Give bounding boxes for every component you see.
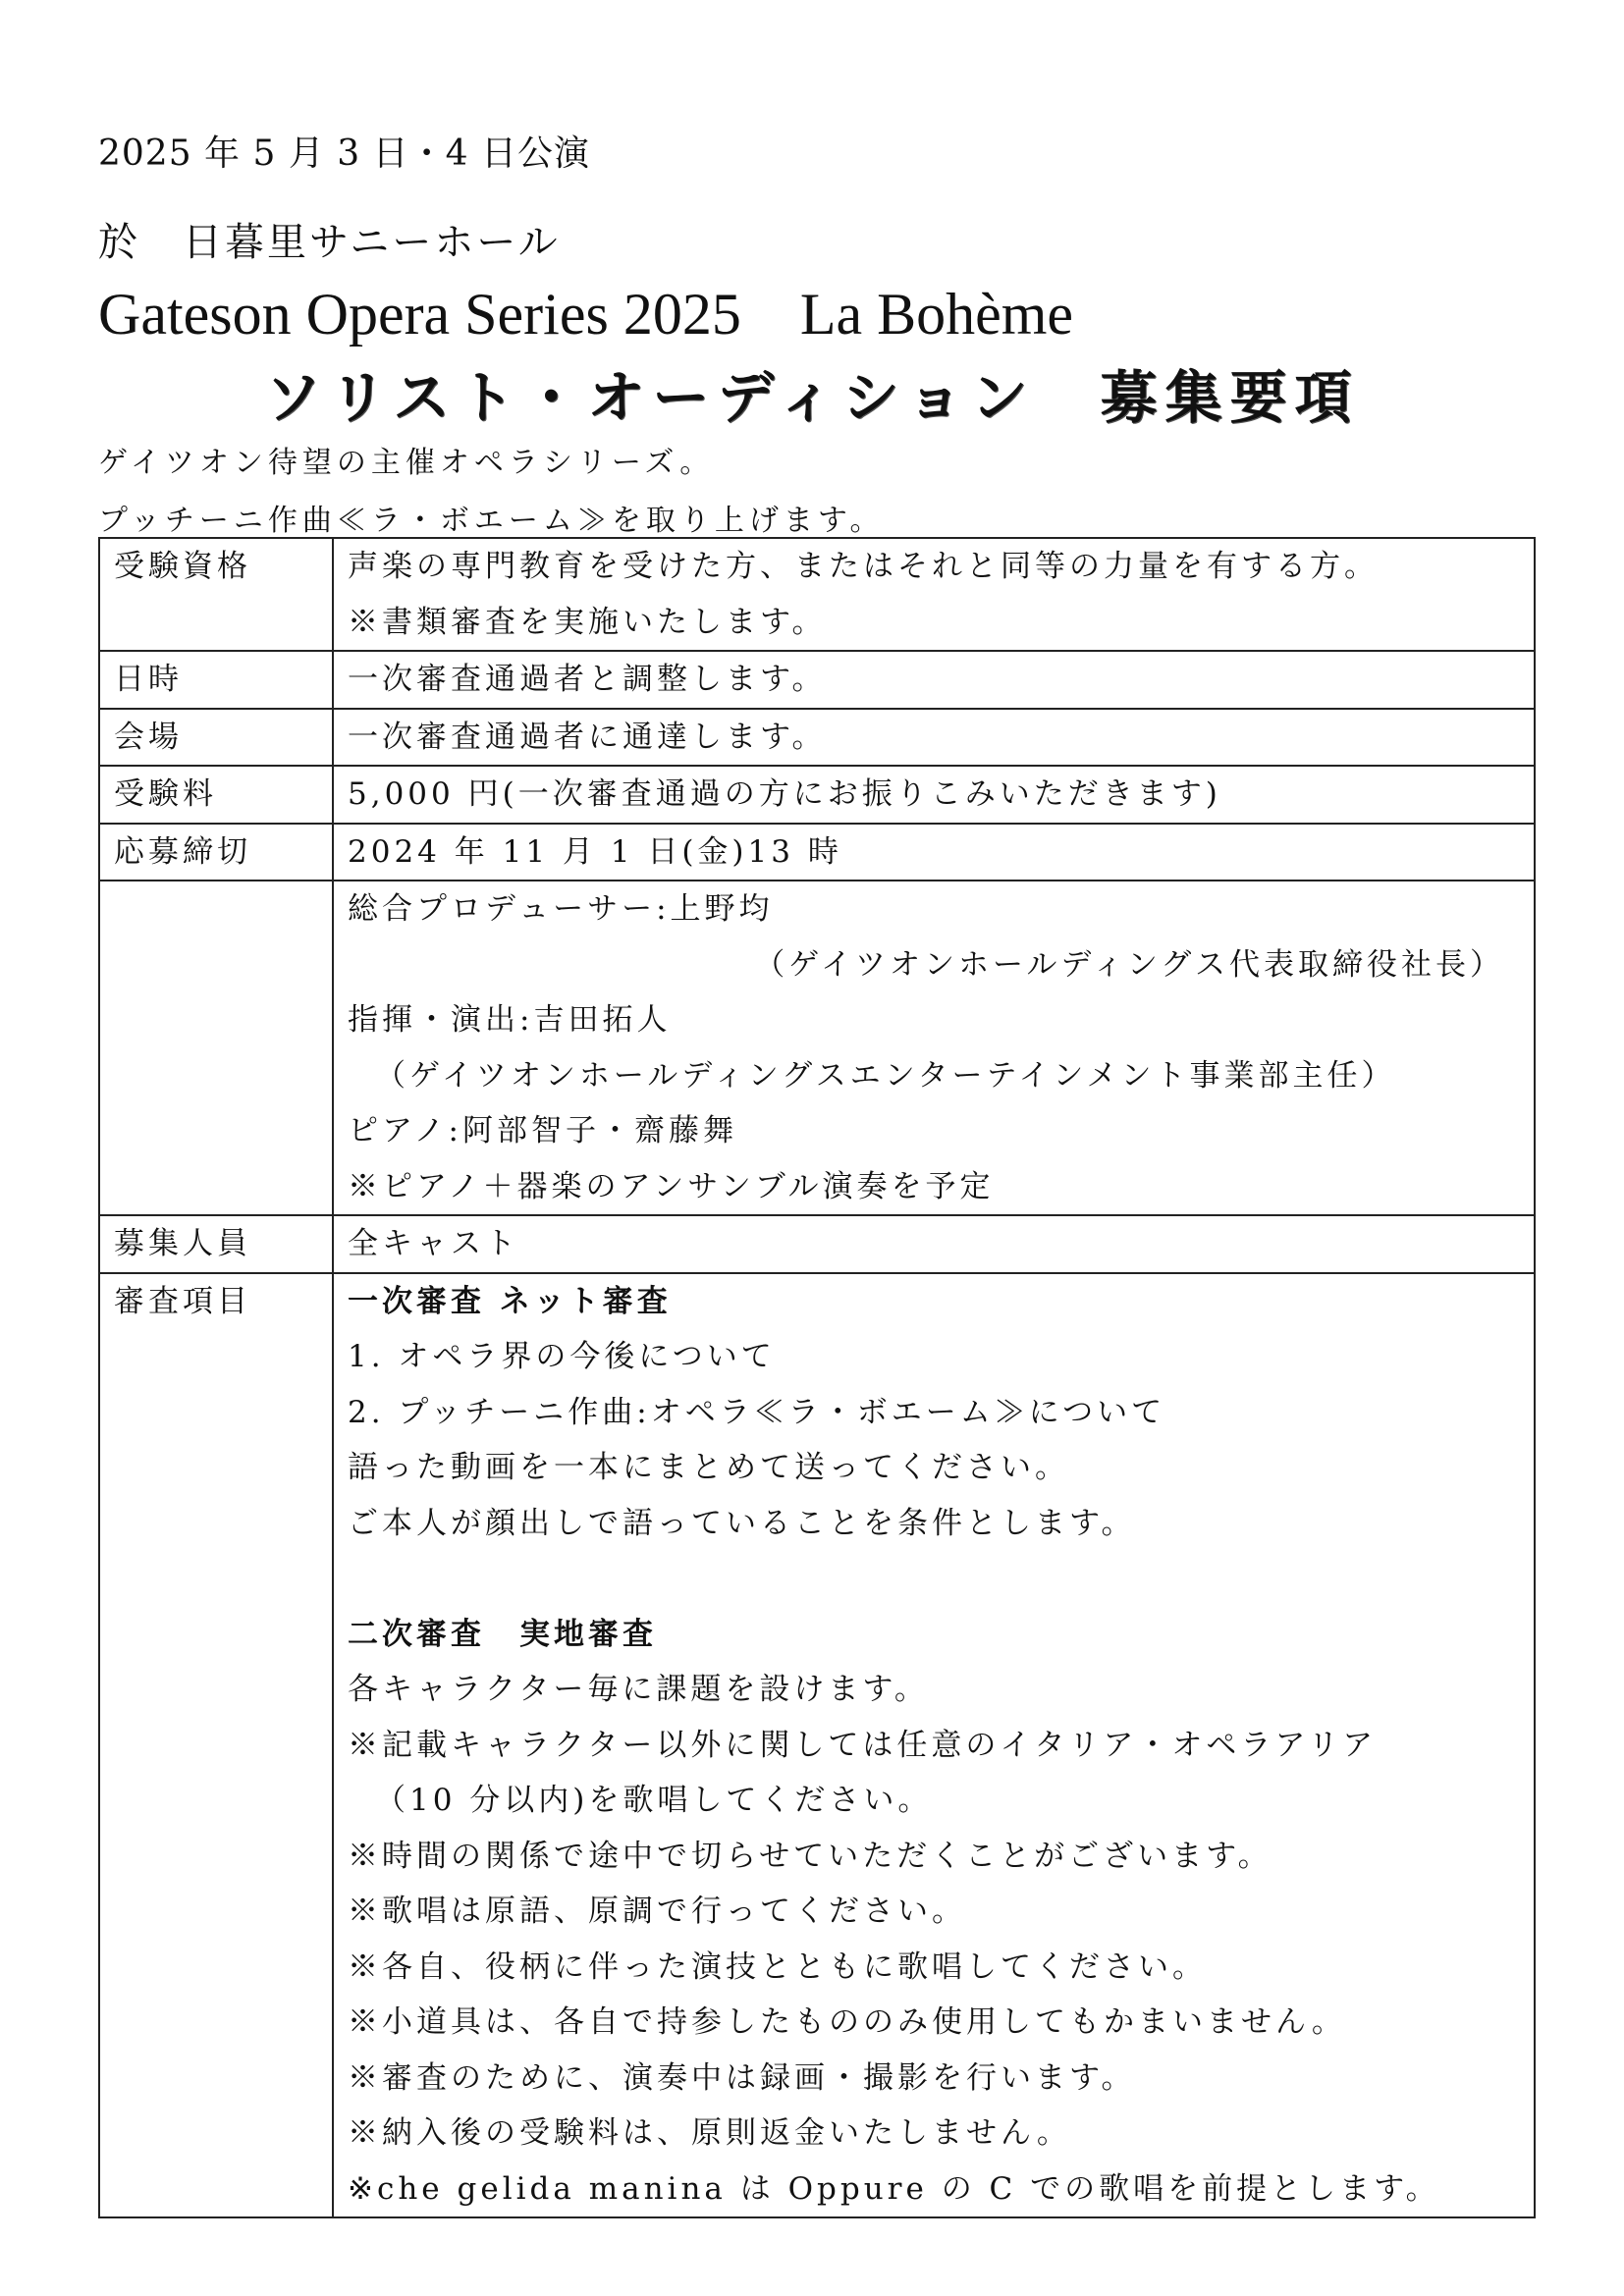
audition-title: ソリスト・オーディション 募集要項	[264, 364, 1360, 431]
value-screening	[333, 1273, 1535, 2218]
screening-line: ※che gelida manina は Oppure の C での歌唱を前提とします。	[348, 2170, 1440, 2207]
staff-line: 指揮・演出:吉田拓人	[348, 1002, 672, 1038]
label-screening: 審査項目	[99, 1273, 333, 2218]
staff-line: ピアノ:阿部智子・齋藤舞	[348, 1113, 737, 1148]
label-recruit: 募集人員	[99, 1215, 333, 1273]
intro-line: ゲイツオン待望の主催オペラシリーズ。	[98, 446, 715, 480]
label-fee: 受験料	[99, 766, 333, 824]
eligibility-line: ※書類審査を実施いたします。	[348, 604, 827, 640]
screening-line: 語った動画を一本にまとめて送ってください。	[348, 1450, 1069, 1485]
staff-line: 総合プロデューサー:上野均	[348, 891, 774, 927]
row-fee	[99, 766, 1535, 824]
screening-line: 各キャラクター毎に課題を設けます。	[348, 1672, 929, 1707]
value-fee: 5,000 円(一次審査通過の方にお振りこみいただきます)	[333, 766, 1535, 824]
label-datetime: 日時	[99, 651, 333, 709]
label-eligibility: 受験資格	[99, 538, 333, 651]
value-staff	[333, 881, 1535, 1215]
value-recruit: 全キャスト	[333, 1215, 1535, 1273]
value-eligibility	[333, 538, 1535, 651]
row-staff	[99, 881, 1535, 1215]
performance-date: 2025 年 5 月 3 日・4 日公演	[98, 133, 590, 174]
screening-line: 1. オペラ界の今後について	[348, 1339, 776, 1374]
screening-line: 2. プッチーニ作曲:オペラ≪ラ・ボエーム≫について	[348, 1394, 1166, 1430]
screening-line: ※納入後の受験料は、原則返金いたしません。	[348, 2115, 1071, 2151]
screening-line: ※審査のために、演奏中は録画・撮影を行います。	[348, 2059, 1136, 2096]
row-screening	[99, 1273, 1535, 2218]
row-location	[99, 709, 1535, 767]
row-deadline	[99, 824, 1535, 881]
staff-line: ※ピアノ＋器楽のアンサンブル演奏を予定	[348, 1168, 995, 1204]
screening-line: （10 分以内)を歌唱してください。	[375, 1783, 933, 1818]
venue: 於 日暮里サニーホール	[98, 220, 561, 265]
eligibility-line: 声楽の専門教育を受けた方、またはそれと同等の力量を有する方。	[348, 549, 1379, 584]
staff-line: （ゲイツオンホールディングスエンターテインメント事業部主任）	[375, 1057, 1396, 1094]
row-datetime	[99, 651, 1535, 709]
screening-line: ※小道具は、各自で持参したもののみ使用してもかまいません。	[348, 2004, 1346, 2040]
label-location: 会場	[99, 709, 333, 767]
screening-line: ご本人が顔出しで語っていることを条件とします。	[348, 1505, 1136, 1541]
screening-line: ※時間の関係で途中で切らせていただくことがございます。	[348, 1838, 1272, 1874]
second-screening-heading: 二次審査 実地審査	[348, 1616, 657, 1652]
first-screening-heading: 一次審査 ネット審査	[348, 1283, 672, 1319]
requirements-table	[98, 537, 1536, 2218]
screening-line: ※各自、役柄に伴った演技とともに歌唱してください。	[348, 1949, 1207, 1985]
opera-title: Gateson Opera Series 2025 La Bohème	[98, 282, 1074, 347]
staff-line: （ゲイツオンホールディングス代表取締役社長）	[754, 946, 1504, 983]
value-datetime: 一次審査通過者と調整します。	[333, 651, 1535, 709]
intro-line: プッチーニ作曲≪ラ・ボエーム≫を取り上げます。	[98, 504, 885, 538]
value-deadline: 2024 年 11 月 1 日(金)13 時	[333, 824, 1535, 881]
screening-line: ※記載キャラクター以外に関しては任意のイタリア・オペラアリア	[348, 1727, 1378, 1763]
row-recruit	[99, 1215, 1535, 1273]
row-eligibility	[99, 538, 1535, 651]
blank-line	[348, 1551, 1534, 1607]
screening-line: ※歌唱は原語、原調で行ってください。	[348, 1894, 966, 1929]
label-staff	[99, 881, 333, 1215]
label-deadline: 応募締切	[99, 824, 333, 881]
value-location: 一次審査通過者に通達します。	[333, 709, 1535, 767]
